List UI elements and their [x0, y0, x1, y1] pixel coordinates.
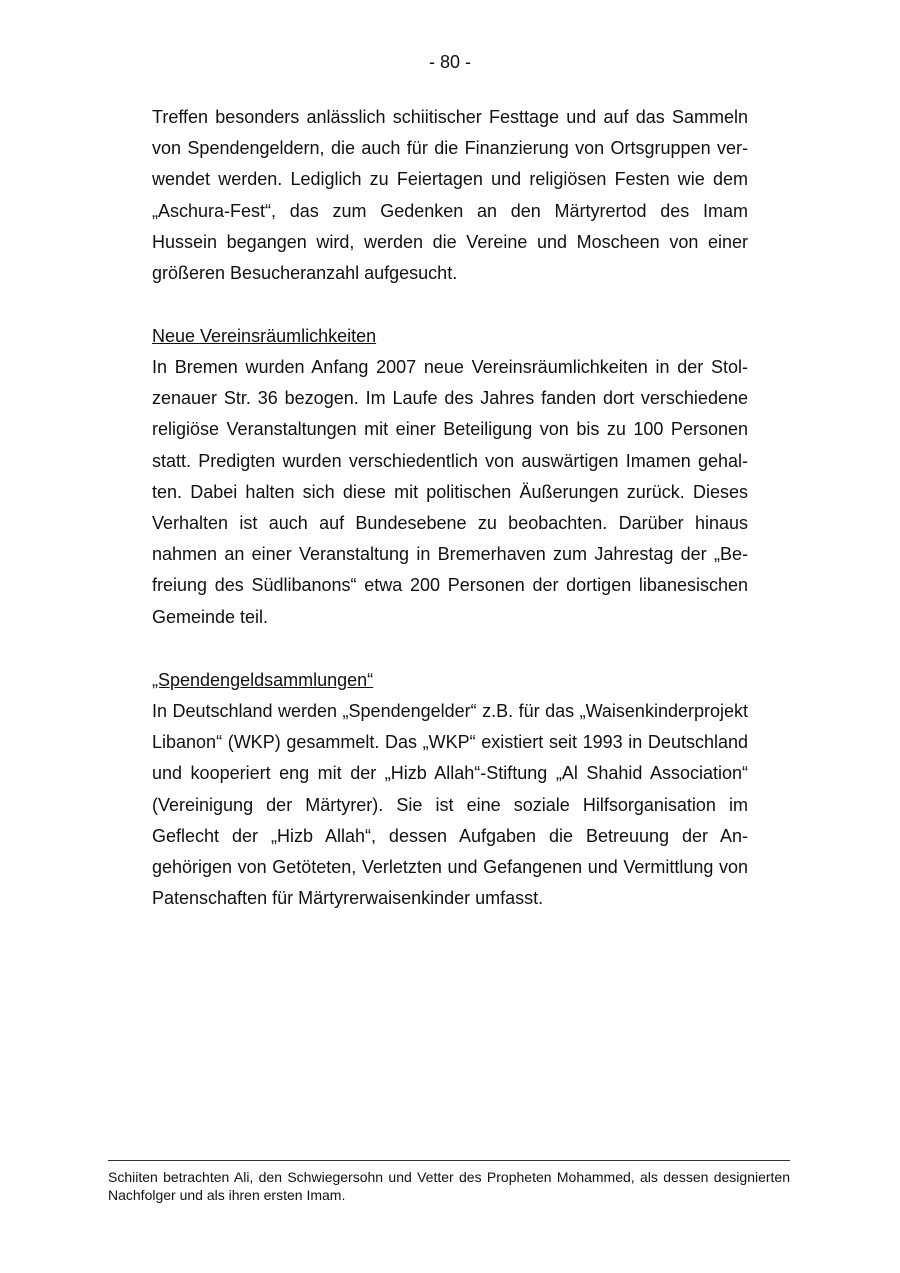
- paragraph-vereinsraeumlichkeiten: In Bremen wurden Anfang 2007 neue Vereinsräumlichkeiten in der Stolzenauer Str. 36 bezogen. Im Laufe des Jahres fanden dort verschiedene religiöse Veranstaltungen mit einer Beteiligung von bis zu 100 Personen statt. Predigten wurden verschiedentlich von auswärtigen Imamen gehalten. Dabei halten sich diese mit politischen Äußerungen zurück. Dieses Verhalten ist auch auf Bundesebene zu beobachten. Darüber hinaus nahmen an einer Veranstaltung in Bremerhaven zum Jahrestag der „Befreiung des Südlibanons“ etwa 200 Personen der dortigen libanesischen Gemeinde teil.: [152, 357, 748, 627]
- footnote-divider: [108, 1160, 790, 1161]
- paragraph-spendengeldsammlungen: In Deutschland werden „Spendengelder“ z.B. für das „Waisenkinderprojekt Libanon“ (WKP) gesammelt. Das „WKP“ existiert seit 1993 in Deutschland und kooperiert eng mit der „Hizb Allah“-Stiftung „Al Shahid Association“ (Vereinigung der Märtyrer). Sie ist eine soziale Hilfsorganisation im Geflecht der „Hizb Allah“, dessen Aufgaben die Betreuung der Angehörigen von Getöteten, Verletzten und Gefangenen und Vermittlung von Patenschaften für Märtyrerwaisenkinder umfasst.: [152, 701, 748, 909]
- page-number: - 80 -: [428, 52, 471, 72]
- footnote: Schiiten betrachten Ali, den Schwiegersohn und Vetter des Propheten Mohammed, als dessen designierten Nachfolger und als ihren ersten Imam.: [108, 1169, 790, 1203]
- paragraph-intro: Treffen besonders anlässlich schiitischer Festtage und auf das Sammeln von Spendengeldern, die auch für die Finanzierung von Ortsgruppen verwendet werden. Lediglich zu Feiertagen und religiösen Festen wie dem „Aschura-Fest“, das zum Gedenken an den Märtyrertod des Imam Hussein begangen wird, werden die Vereine und Moscheen von einer größeren Besucheranzahl aufgesucht.: [152, 107, 748, 284]
- section-heading-spendengeldsammlungen: „Spendengeldsammlungen“: [152, 670, 374, 690]
- section-heading-vereinsraeumlichkeiten: Neue Vereinsräumlichkeiten: [152, 326, 377, 346]
